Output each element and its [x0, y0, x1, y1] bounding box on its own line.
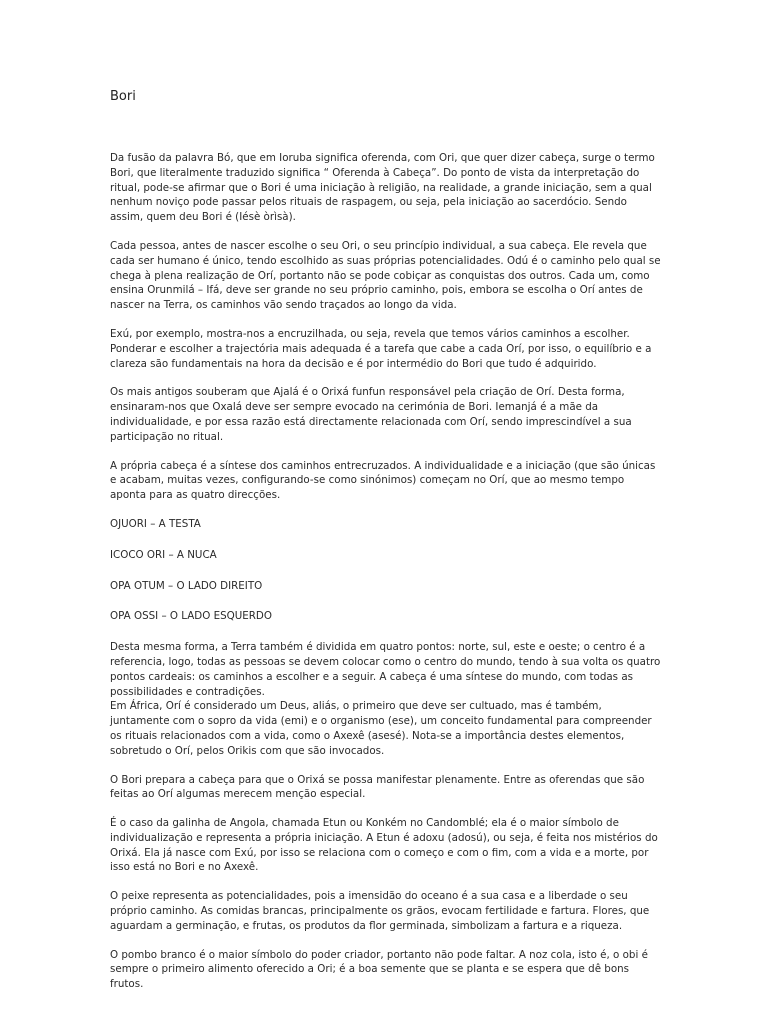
direction-item: OPA OSSI – O LADO ESQUERDO	[110, 610, 272, 623]
paragraph: Cada pessoa, antes de nascer escolhe o seu Ori, o seu princípio individual, a sua cabeça. Ele revela que cada ser humano é único, tendo escolhido as suas próprias potencialidades. Odú é o caminho pelo qual se chega à plena realização de Orí, portanto não se pode cobiçar as conquistas dos outros. Cada um, como ensina Orunmilá – Ifá, deve ser grande no seu próprio caminho, pois, embora se escolha o Orí antes de nascer na Terra, os caminhos vão sendo traçados ao longo da vida.	[110, 239, 661, 312]
direction-item: OJUORI – A TESTA	[110, 517, 201, 530]
paragraph: O pombo branco é o maior símbolo do poder criador, portanto não pode faltar. A noz cola, isto é, o obi é sempre o primeiro alimento oferecido a Ori; é a boa semente que se planta e se espera que dê bons frutos.	[110, 948, 648, 991]
paragraph: Desta mesma forma, a Terra também é dividida em quatro pontos: norte, sul, este e oeste; o centro é a referencia, logo, todas as pessoas se devem colocar como o centro do mundo, tendo à sua volta os quatro pontos cardeais: os caminhos a escolher e a seguir. A cabeça é uma síntese do mundo, com todas as possibilidades e contradições.	[110, 641, 661, 698]
direction-item: ICOCO ORI – A NUCA	[110, 548, 217, 561]
paragraph: Da fusão da palavra Bó, que em Ioruba significa oferenda, com Ori, que quer dizer cabeça, surge o termo Bori, que literalmente traduzido significa “ Oferenda à Cabeça”. Do ponto de vista da interpretação do ritual, pode-se afirmar que o Bori é uma iniciação à religião, na realidade, a grande iniciação, sem a qual nenhum noviço pode passar pelos rituais de raspagem, ou seja, pela iniciação ao sacerdócio. Sendo assim, quem deu Bori é (Iésè òrìsà).	[110, 152, 655, 224]
document-body	[110, 151, 662, 1006]
paragraph: É o caso da galinha de Angola, chamada Etun ou Konkém no Candomblé; ela é o maior símbolo de individualização e representa a própria iniciação. A Etun é adoxu (adosú), ou seja, é feita nos mistérios do Orixá. Ela já nasce com Exú, por isso se relaciona com o começo e com o fim, com a vida e a morte, por isso está no Bori e no Axexê.	[110, 817, 658, 874]
paragraph: A própria cabeça é a síntese dos caminhos entrecruzados. A individualidade e a iniciação (que são únicas e acabam, muitas vezes, configurando-se como sinónimos) começam no Orí, que ao mesmo tempo aponta para as quatro direcções.	[110, 459, 656, 502]
paragraph: Exú, por exemplo, mostra-nos a encruzilhada, ou seja, revela que temos vários caminhos a escolher. Ponderar e escolher a trajectória mais adequada é a tarefa que cabe a cada Orí, por isso, o equilíbrio e a clareza são fundamentais na hora da decisão e é por intermédio do Bori que tudo é adquirido.	[110, 327, 652, 370]
paragraph: Em África, Orí é considerado um Deus, aliás, o primeiro que deve ser cultuado, mas é também, juntamente com o sopro da vida (emi) e o organismo (ese), um conceito fundamental para compreender os rituais relacionados com a vida, como o Axexê (asesé). Nota-se a importância destes elementos, sobretudo o Orí, pelos Orikis com que são invocados.	[110, 700, 652, 757]
paragraph: Os mais antigos souberam que Ajalá é o Orixá funfun responsável pela criação de Orí. Desta forma, ensinaram-nos que Oxalá deve ser sempre evocado na cerimónia de Bori. Iemanjá é a mãe da individualidade, e por essa razão está directamente relacionada com Orí, sendo imprescindível a sua participação no ritual.	[110, 386, 632, 443]
paragraph: O Bori prepara a cabeça para que o Orixá se possa manifestar plenamente. Entre as oferendas que são feitas ao Orí algumas merecem menção especial.	[110, 773, 645, 801]
page-title: Bori	[110, 89, 136, 104]
direction-item: OPA OTUM – O LADO DIREITO	[110, 579, 263, 592]
paragraph: O peixe representa as potencialidades, pois a imensidão do oceano é a sua casa e a liberdade o seu próprio caminho. As comidas brancas, principalmente os grãos, evocam fertilidade e fartura. Flores, que aguardam a germinação, e frutas, os produtos da flor germinada, simbolizam a fartura e a riqueza.	[110, 890, 650, 932]
